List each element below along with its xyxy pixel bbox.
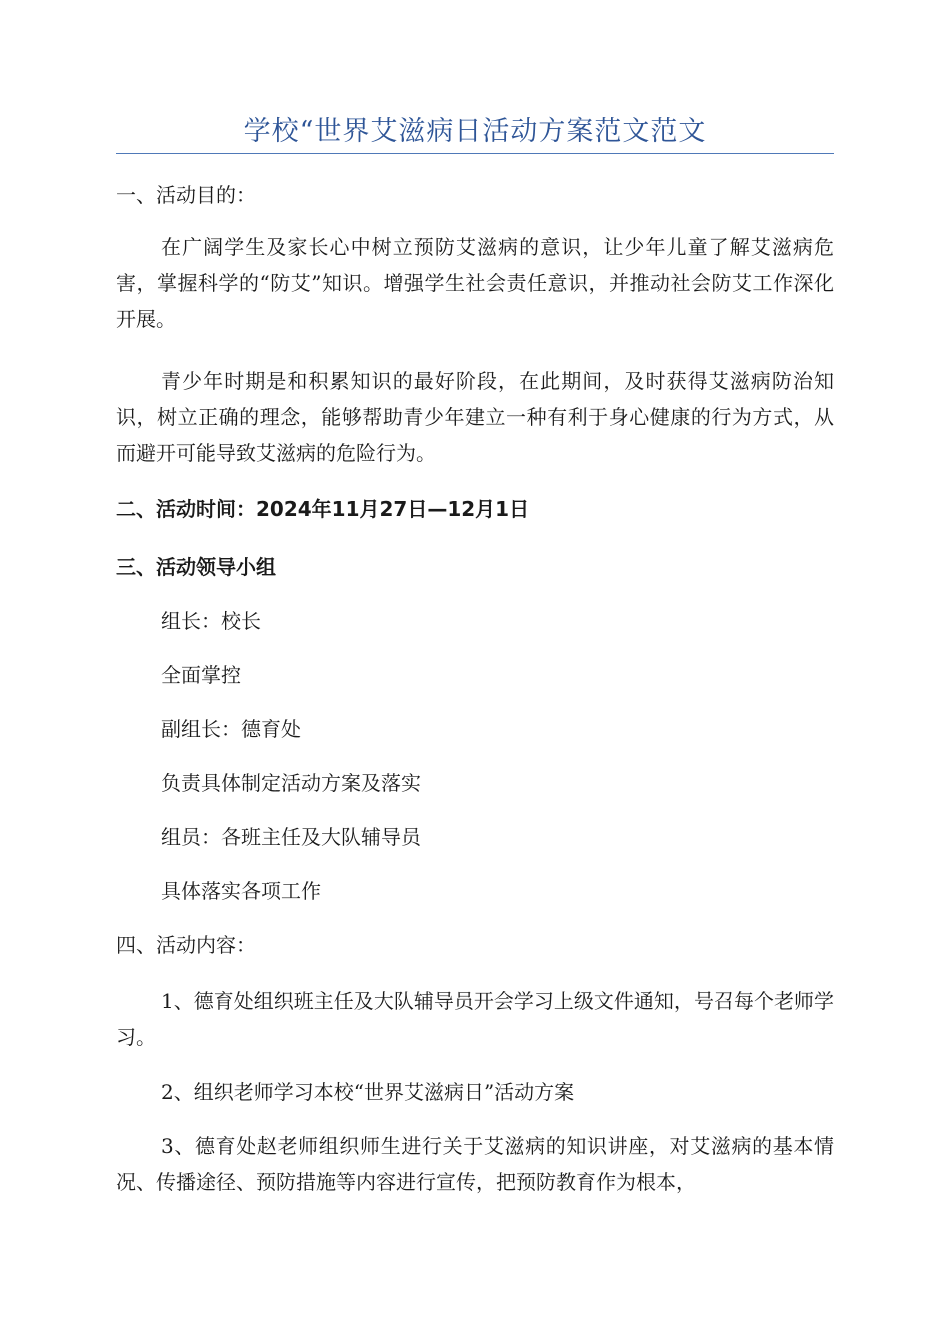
section1-heading: 一、活动目的： bbox=[116, 183, 256, 207]
leader-duty-line: 全面掌控 bbox=[161, 663, 241, 687]
document-title: 学校“世界艾滋病日活动方案范文范文 bbox=[243, 116, 707, 147]
deputy-duty-line: 负责具体制定活动方案及落实 bbox=[161, 771, 421, 795]
deputy-line: 副组长：德育处 bbox=[161, 717, 301, 741]
section4-heading: 四、活动内容： bbox=[116, 933, 256, 957]
leader-line: 组长：校长 bbox=[161, 609, 261, 633]
section2-heading: 二、活动时间：2024年11月27日—12月1日 bbox=[116, 497, 530, 521]
title-underline bbox=[116, 153, 834, 154]
members-duty-line: 具体落实各项工作 bbox=[161, 879, 321, 903]
content-item-3: 3、德育处赵老师组织师生进行关于艾滋病的知识讲座，对艾滋病的基本情况、传播途径、预防措施等内容进行宣传，把预防教育作为根本， bbox=[116, 1134, 834, 1194]
content-item-1: 1、德育处组织班主任及大队辅导员开会学习上级文件通知，号召每个老师学习。 bbox=[116, 989, 834, 1049]
content-item-2: 2、组织老师学习本校“世界艾滋病日”活动方案 bbox=[161, 1080, 575, 1104]
section1-paragraph-2: 青少年时期是和积累知识的最好阶段，在此期间，及时获得艾滋病防治知识，树立正确的理念，能够帮助青少年建立一种有利于身心健康的行为方式，从而避开可能导致艾滋病的危险行为。 bbox=[116, 369, 834, 465]
section1-paragraph-1: 在广阔学生及家长心中树立预防艾滋病的意识，让少年儿童了解艾滋病危害，掌握科学的“防艾”知识。增强学生社会责任意识，并推动社会防艾工作深化开展。 bbox=[116, 235, 834, 331]
members-line: 组员：各班主任及大队辅导员 bbox=[161, 825, 421, 849]
section3-heading: 三、活动领导小组 bbox=[116, 555, 276, 579]
